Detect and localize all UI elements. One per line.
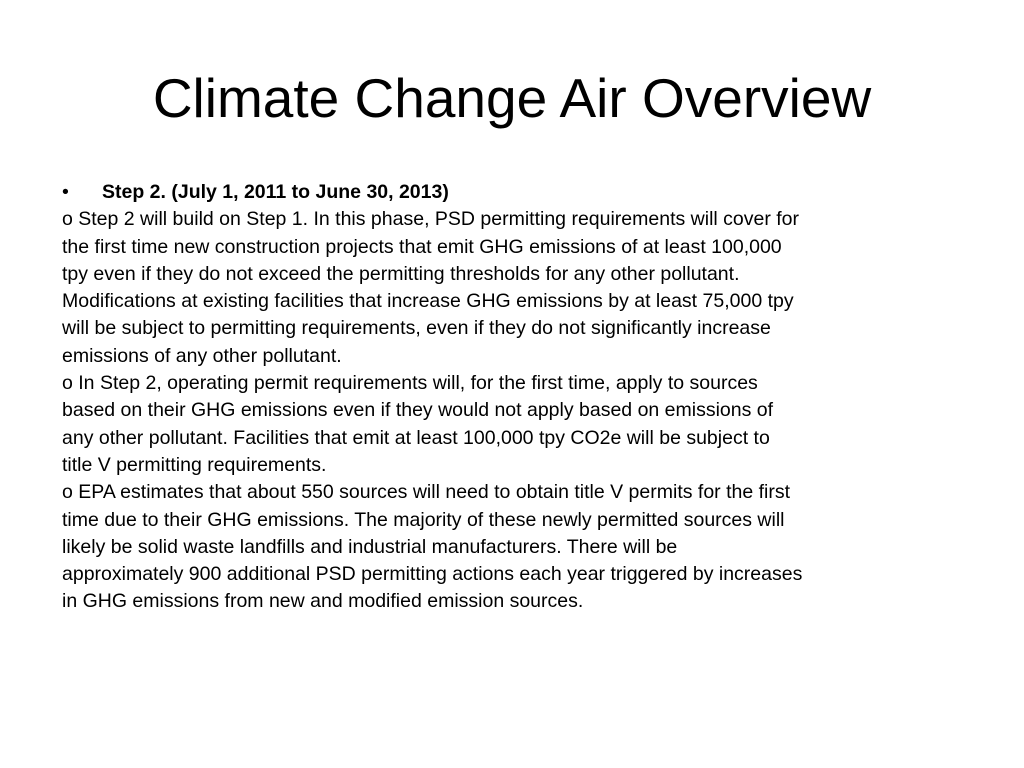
text-line: the first time new construction projects that emit GHG emissions of at least 100,000 [62, 235, 782, 258]
text-line: o EPA estimates that about 550 sources will need to obtain title V permits for the first [62, 481, 791, 504]
text-line: Modifications at existing facilities that increase GHG emissions by at least 75,000 tpy [62, 290, 794, 313]
text-line: tpy even if they do not exceed the permitting thresholds for any other pollutant. [62, 262, 740, 285]
bullet-heading [62, 179, 962, 206]
text-line: title V permitting requirements. [62, 453, 327, 476]
slide-title: Climate Change Air Overview [152, 67, 872, 129]
paragraph-step2-psd [62, 206, 962, 370]
slide-body [62, 179, 962, 616]
text-line: approximately 900 additional PSD permitting actions each year triggered by increases [62, 563, 803, 586]
text-line: emissions of any other pollutant. [62, 344, 342, 367]
bullet-heading-text: Step 2. (July 1, 2011 to June 30, 2013) [102, 181, 449, 203]
paragraph-epa-estimates [62, 479, 962, 615]
paragraph-operating-permit [62, 370, 962, 479]
text-line: based on their GHG emissions even if they would not apply based on emissions of [62, 399, 774, 422]
bullet-marker: • [62, 181, 69, 203]
text-line: o Step 2 will build on Step 1. In this phase, PSD permitting requirements will cover for [62, 208, 800, 231]
text-line: in GHG emissions from new and modified emission sources. [62, 590, 584, 613]
text-line: any other pollutant. Facilities that emit at least 100,000 tpy CO2e will be subject to [62, 426, 770, 449]
text-line: will be subject to permitting requirements, even if they do not significantly increase [62, 317, 771, 340]
text-line: time due to their GHG emissions. The majority of these newly permitted sources will [62, 508, 785, 531]
text-line: o In Step 2, operating permit requirements will, for the first time, apply to sources [62, 372, 758, 395]
text-line: likely be solid waste landfills and industrial manufacturers. There will be [62, 535, 678, 558]
